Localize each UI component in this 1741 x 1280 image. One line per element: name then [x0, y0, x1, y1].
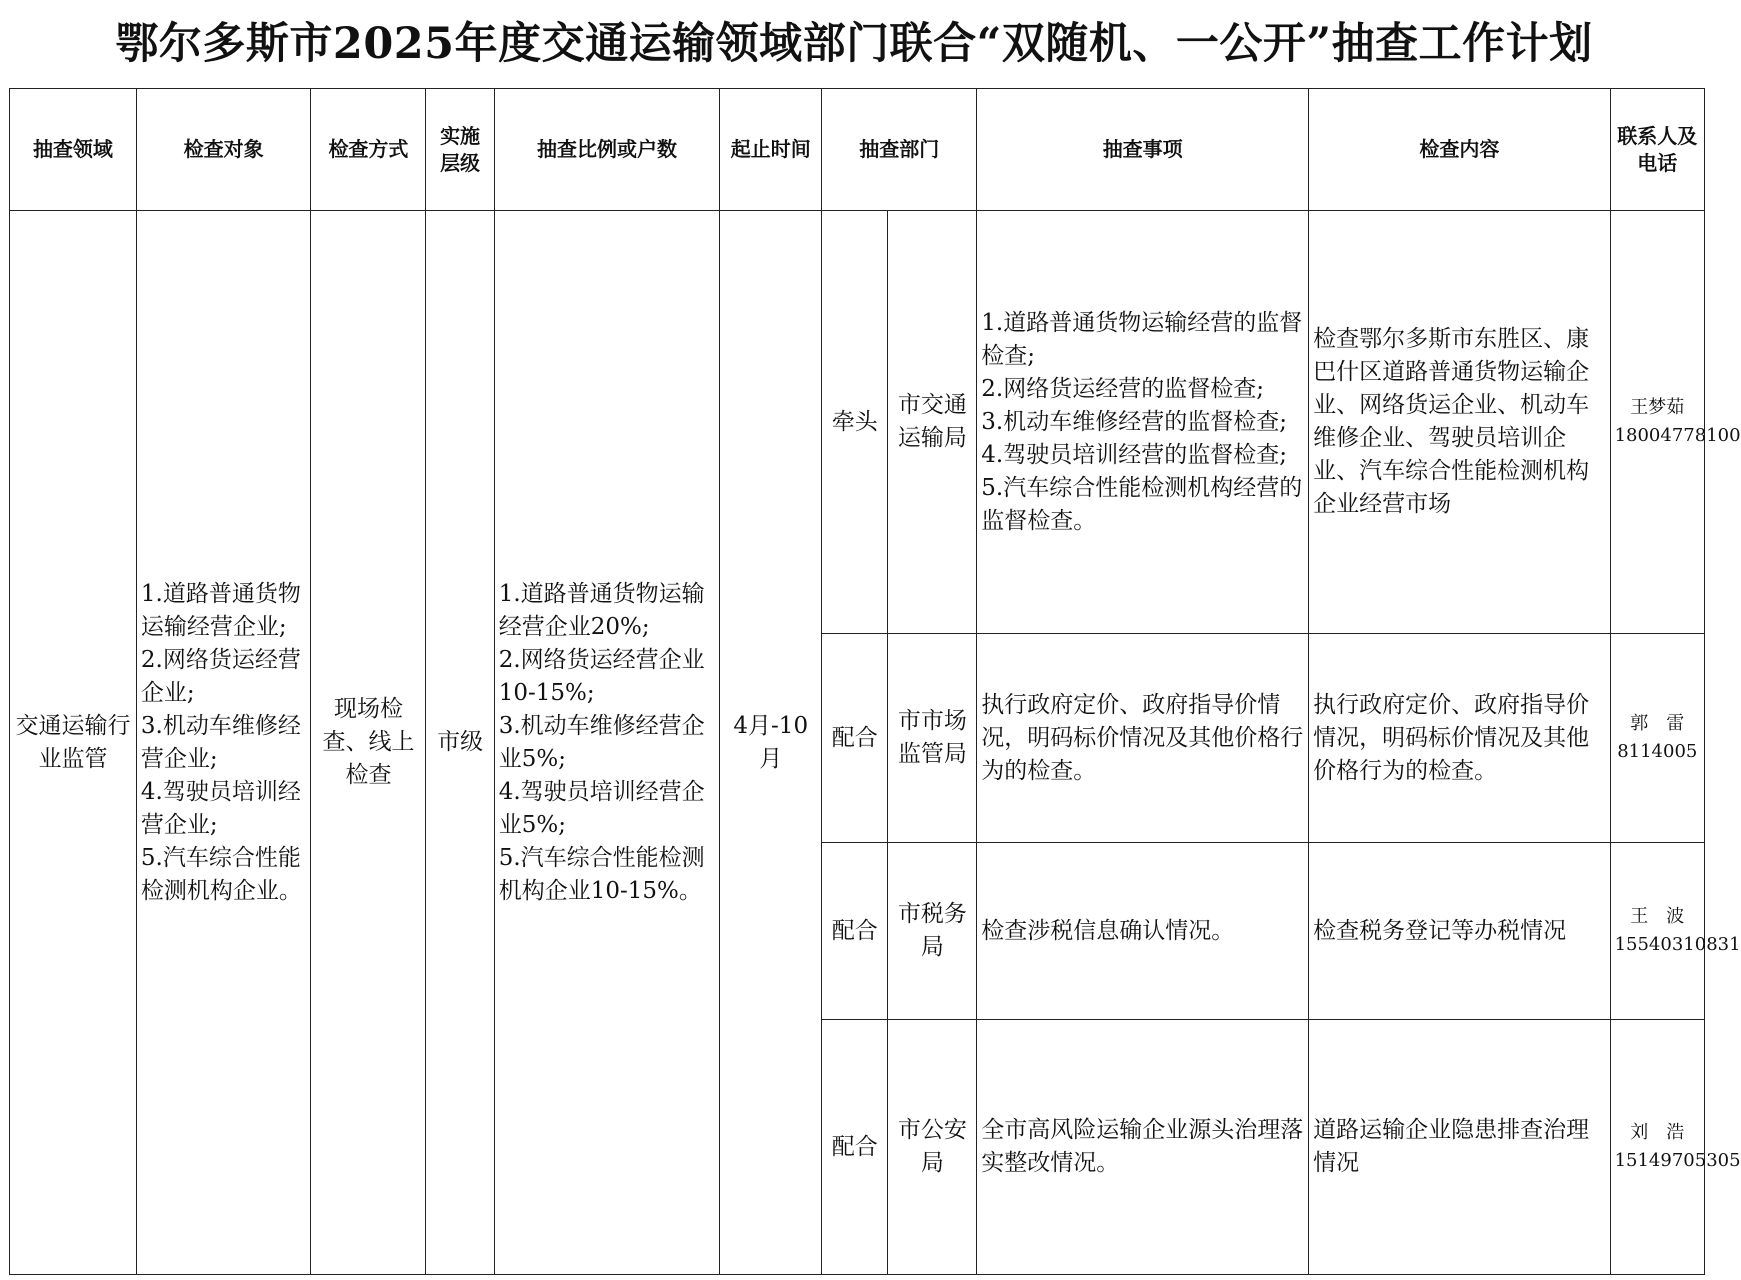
dept-role: 配合 — [822, 634, 888, 843]
table-header-row — [10, 89, 1705, 211]
object-line: 1.道路普通货物运输经营企业; — [140, 580, 301, 640]
item-line: 检查涉税信息确认情况。 — [981, 917, 1235, 944]
contact-phone: 15540310831 — [1614, 934, 1741, 955]
contact-name: 刘 浩 — [1630, 1122, 1685, 1143]
content-cell: 检查鄂尔多斯市东胜区、康巴什区道路普通货物运输企业、网络货运企业、机动车维修企业、驾驶员培训企业、汽车综合性能检测机构企业经营市场 — [1309, 211, 1610, 634]
object-cell — [136, 211, 311, 1275]
ratio-line: 4.驾驶员培训经营企业5%; — [498, 778, 705, 838]
title-area — [0, 0, 1708, 88]
ratio-line: 5.汽车综合性能检测机构企业10-15%。 — [498, 844, 705, 904]
header-ratio: 抽查比例或户数 — [494, 89, 720, 211]
items-cell — [977, 843, 1309, 1020]
items-cell — [977, 1020, 1309, 1275]
contact-phone: 18004778100 — [1614, 425, 1741, 446]
header-field: 抽查领域 — [10, 89, 137, 211]
header-method: 检查方式 — [311, 89, 426, 211]
method-cell: 现场检查、线上检查 — [311, 211, 426, 1275]
items-cell — [977, 634, 1309, 843]
header-content: 检查内容 — [1309, 89, 1610, 211]
dept-name: 市市场监管局 — [888, 634, 977, 843]
items-cell — [977, 211, 1309, 634]
dept-name: 市税务局 — [888, 843, 977, 1020]
object-line: 3.机动车维修经营企业; — [140, 712, 301, 772]
table-row — [10, 211, 1705, 634]
ratio-line: 3.机动车维修经营企业5%; — [498, 712, 705, 772]
contact-name: 王 波 — [1630, 906, 1685, 927]
level-cell: 市级 — [426, 211, 494, 1275]
header-dept: 抽查部门 — [822, 89, 977, 211]
item-line: 1.道路普通货物运输经营的监督检查; — [981, 309, 1303, 369]
item-line: 全市高风险运输企业源头治理落实整改情况。 — [981, 1117, 1304, 1176]
item-line: 2.网络货运经营的监督检查; — [981, 375, 1264, 402]
ratio-line: 2.网络货运经营企业10-15%; — [498, 646, 705, 706]
contact-cell — [1610, 634, 1704, 843]
item-line: 执行政府定价、政府指导价情况，明码标价情况及其他价格行为的检查。 — [981, 691, 1304, 784]
dept-role: 配合 — [822, 1020, 888, 1275]
header-level: 实施层级 — [426, 89, 494, 211]
contact-cell — [1610, 1020, 1741, 1275]
object-line: 2.网络货运经营企业; — [140, 646, 301, 706]
contact-phone: 8114005 — [1617, 741, 1698, 762]
field-cell: 交通运输行业监管 — [10, 211, 137, 1275]
header-items: 抽查事项 — [977, 89, 1309, 211]
ratio-cell — [494, 211, 720, 1275]
content-cell: 执行政府定价、政府指导价情况，明码标价情况及其他价格行为的检查。 — [1309, 634, 1610, 843]
dept-role: 牵头 — [822, 211, 888, 634]
period-cell: 4月-10月 — [720, 211, 822, 1275]
contact-phone: 15149705305 — [1614, 1150, 1741, 1171]
header-period: 起止时间 — [720, 89, 822, 211]
contact-cell — [1610, 843, 1741, 1020]
dept-role: 配合 — [822, 843, 888, 1020]
contact-cell — [1610, 211, 1741, 634]
content-cell: 道路运输企业隐患排查治理情况 — [1309, 1020, 1610, 1275]
ratio-line: 1.道路普通货物运输经营企业20%; — [498, 580, 705, 640]
dept-name: 市公安局 — [888, 1020, 977, 1275]
inspection-plan-table — [9, 88, 1741, 1275]
page-title: 鄂尔多斯市2025年度交通运输领域部门联合“双随机、一公开”抽查工作计划 — [115, 19, 1593, 69]
dept-name: 市交通运输局 — [888, 211, 977, 634]
header-object: 检查对象 — [136, 89, 311, 211]
item-line: 4.驾驶员培训经营的监督检查; — [981, 441, 1287, 468]
item-line: 5.汽车综合性能检测机构经营的监督检查。 — [981, 474, 1303, 534]
header-contact: 联系人及电话 — [1610, 89, 1704, 211]
item-line: 3.机动车维修经营的监督检查; — [981, 408, 1287, 435]
content-cell: 检查税务登记等办税情况 — [1309, 843, 1610, 1020]
contact-name: 郭 雷 — [1630, 713, 1685, 734]
object-line: 4.驾驶员培训经营企业; — [140, 778, 301, 838]
contact-name: 王梦茹 — [1630, 397, 1685, 418]
object-line: 5.汽车综合性能检测机构企业。 — [140, 844, 302, 904]
